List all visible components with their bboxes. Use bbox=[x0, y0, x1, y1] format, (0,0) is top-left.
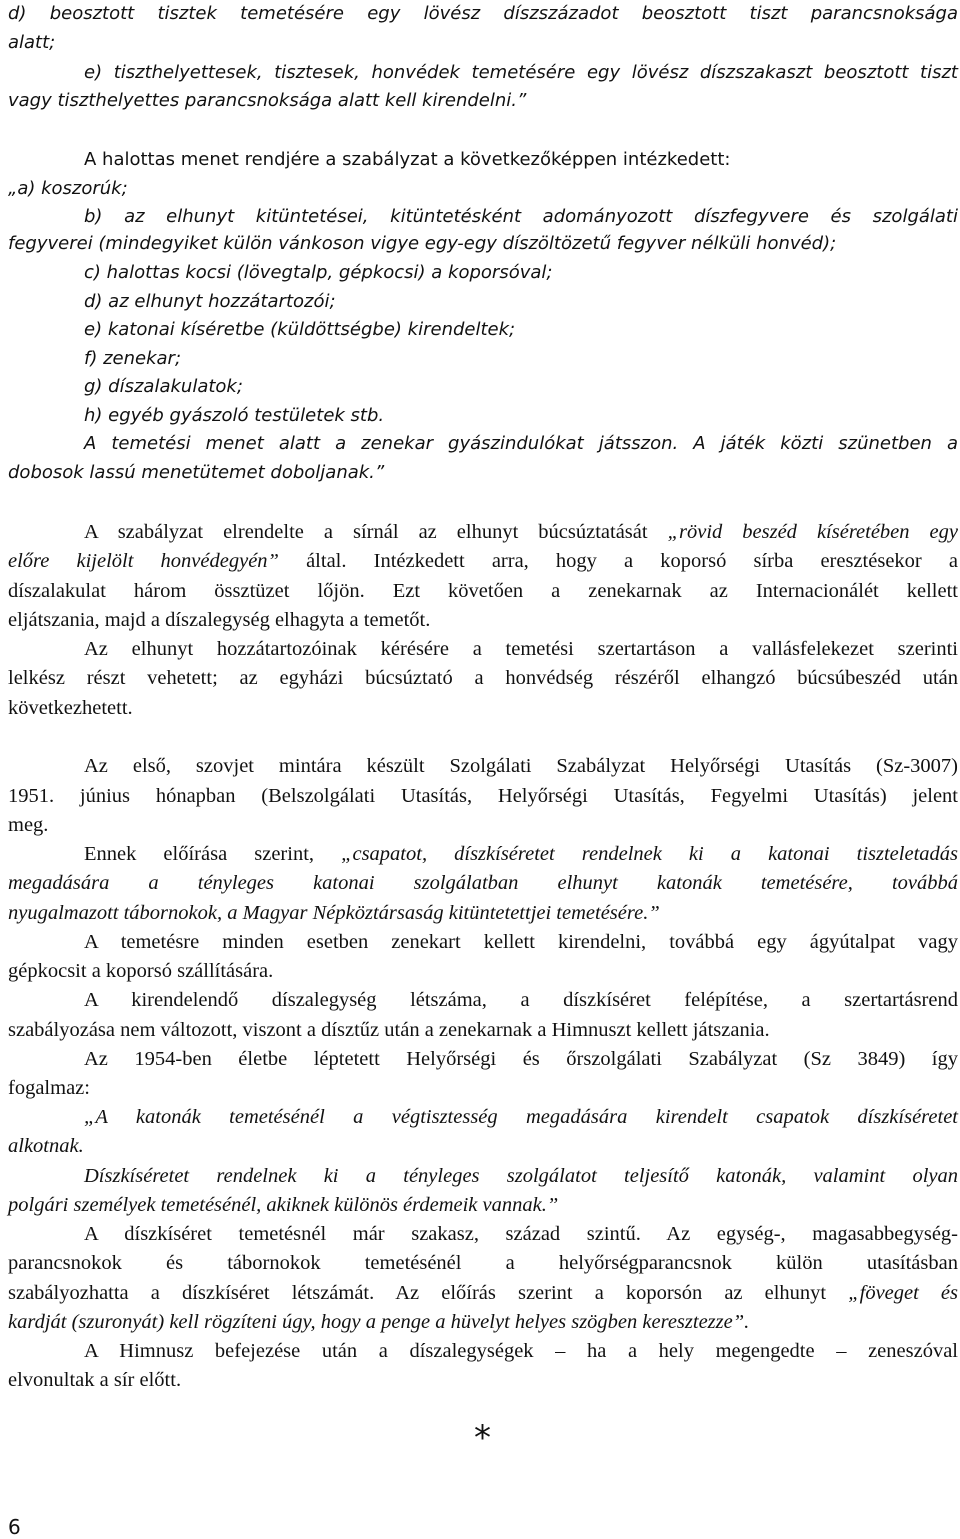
order-intro: A halottas menet rendjére a szabályzat a következőképpen intézkedett: bbox=[84, 149, 731, 170]
paragraph-line: A Himnusz befejezése után a díszalegységek – ha a hely megengedte – zeneszóval bbox=[84, 1340, 958, 1362]
item-d-continuation: alatt; bbox=[8, 32, 56, 53]
order-item-g: g) díszalakulatok; bbox=[84, 376, 243, 397]
order-item-b: b) az elhunyt kitüntetései, kitüntetésként adományozott díszfegyvere és szolgálati bbox=[84, 206, 958, 227]
item-d-line: d) beosztott tisztek temetésére egy lövész díszszázadot beosztott tiszt parancsnoksága bbox=[8, 3, 958, 24]
quote-line: polgári személyek temetésénél, akiknek különös érdemeik vannak.” bbox=[8, 1194, 559, 1216]
paragraph-line: eljátszania, majd a díszalegység elhagyta a temetőt. bbox=[8, 609, 431, 631]
order-item-c: c) halottas kocsi (lövegtalp, gépkocsi) a koporsóval; bbox=[84, 262, 553, 283]
paragraph-line: A díszkíséret temetésnél már szakasz, század szintű. Az egység-, magasabbegység- bbox=[84, 1223, 958, 1245]
quote-text: „csapatot, díszkíséretet rendelnek ki a katonai tiszteletadás bbox=[341, 843, 958, 865]
paragraph-line bbox=[84, 840, 958, 868]
quote-line: kardját (szuronyát) kell rögzíteni úgy, hogy a penge a hüvelyt helyes szögben keresztezze”. bbox=[8, 1311, 750, 1333]
item-e-continuation: vagy tiszthelyettes parancsnoksága alatt kell kirendelni.” bbox=[8, 90, 527, 111]
quote-text: „föveget és bbox=[848, 1282, 959, 1304]
paragraph-line: Az első, szovjet mintára készült Szolgálati Szabályzat Helyőrségi Utasítás (Sz-3007) bbox=[84, 755, 958, 777]
paragraph-line: gépkocsit a koporsó szállítására. bbox=[8, 960, 274, 982]
paragraph-line: A kirendelendő díszalegység létszáma, a díszkíséret felépítése, a szertartásrend bbox=[84, 989, 958, 1011]
paragraph-line: 1951. június hónapban (Belszolgálati Utasítás, Helyőrségi Utasítás, Fegyelmi Utasítás) jelent bbox=[8, 785, 958, 807]
order-music-continuation: dobosok lassú menetütemet doboljanak.” bbox=[8, 462, 385, 483]
paragraph-line: Az elhunyt hozzátartozóinak kérésére a temetési szertartáson a vallásfelekezet szerinti bbox=[84, 638, 958, 660]
paragraph-line: parancsnokok és tábornokok temetésénél a helyőrségparancsnok külön utasításban bbox=[8, 1252, 958, 1274]
order-music-line: A temetési menet alatt a zenekar gyászindulókat játsszon. A játék közti szünetben a bbox=[84, 433, 958, 454]
item-e-line: e) tiszthelyettesek, tisztesek, honvédek temetésére egy lövész díszszakaszt beosztott tiszt bbox=[84, 62, 958, 83]
paragraph-line: fogalmaz: bbox=[8, 1077, 90, 1099]
order-item-e: e) katonai kíséretbe (küldöttségbe) kirendeltek; bbox=[84, 319, 516, 340]
quote-text: előre kijelölt honvédegyén” bbox=[8, 550, 279, 572]
paragraph-line: következhetett. bbox=[8, 697, 133, 719]
order-item-b-continuation: fegyverei (mindegyiket külön vánkoson vigye egy-egy díszöltözetű fegyver nélküli honvéd); bbox=[8, 233, 837, 254]
paragraph-line: elvonultak a sír előtt. bbox=[8, 1369, 182, 1391]
order-item-d: d) az elhunyt hozzátartozói; bbox=[84, 291, 336, 312]
paragraph-line: díszalakulat három össztüzet lőjön. Ezt követően a zenekarnak az Internacionálét kellett bbox=[8, 580, 958, 602]
quote-line: Díszkíséretet rendelnek ki a tényleges szolgálatot teljesítő katonák, valamint olyan bbox=[84, 1165, 958, 1187]
paragraph-text: szabályozhatta a díszkíséret létszámát. Az előírás szerint a koporsón az elhunyt bbox=[8, 1282, 849, 1304]
paragraph-line: szabályozása nem változott, viszont a dísztűz után a zenekarnak a Himnuszt kellett játszania. bbox=[8, 1019, 770, 1041]
paragraph-text: Ennek előírása szerint, bbox=[84, 843, 342, 865]
paragraph-line: meg. bbox=[8, 814, 49, 836]
paragraph-line: Az 1954-ben életbe léptetett Helyőrségi és őrszolgálati Szabályzat (Sz 3849) így bbox=[84, 1048, 958, 1070]
order-item-h: h) egyéb gyászoló testületek stb. bbox=[84, 405, 385, 426]
paragraph-line: A temetésre minden esetben zenekart kellett kirendelni, továbbá egy ágyútalpat vagy bbox=[84, 931, 958, 953]
quote-line: „A katonák temetésénél a végtisztesség megadására kirendelt csapatok díszkíséretet bbox=[84, 1106, 958, 1128]
paragraph-line bbox=[8, 547, 958, 575]
quote-line: nyugalmazott tábornokok, a Magyar Népköztársaság kitüntetettjei temetésére.” bbox=[8, 902, 660, 924]
paragraph-line bbox=[8, 1279, 958, 1307]
paragraph-text: által. Intézkedett arra, hogy a koporsó sírba eresztésekor a bbox=[278, 550, 958, 572]
section-separator: * bbox=[474, 1418, 491, 1458]
paragraph-text: A szabályzat elrendelte a sírnál az elhunyt búcsúztatását bbox=[84, 521, 668, 543]
paragraph-line bbox=[84, 518, 958, 546]
quote-line: alkotnak. bbox=[8, 1135, 84, 1157]
order-item-f: f) zenekar; bbox=[84, 348, 182, 369]
page-number: 6 bbox=[8, 1515, 21, 1539]
paragraph-line: lelkész részt vehetett; az egyházi búcsúztató a honvédség részéről elhangzó búcsúbeszéd után bbox=[8, 667, 958, 689]
quote-line: megadására a tényleges katonai szolgálatban elhunyt katonák temetésére, továbbá bbox=[8, 872, 958, 894]
order-item-a: „a) koszorúk; bbox=[8, 178, 128, 199]
quote-text: „rövid beszéd kíséretében egy bbox=[667, 521, 958, 543]
